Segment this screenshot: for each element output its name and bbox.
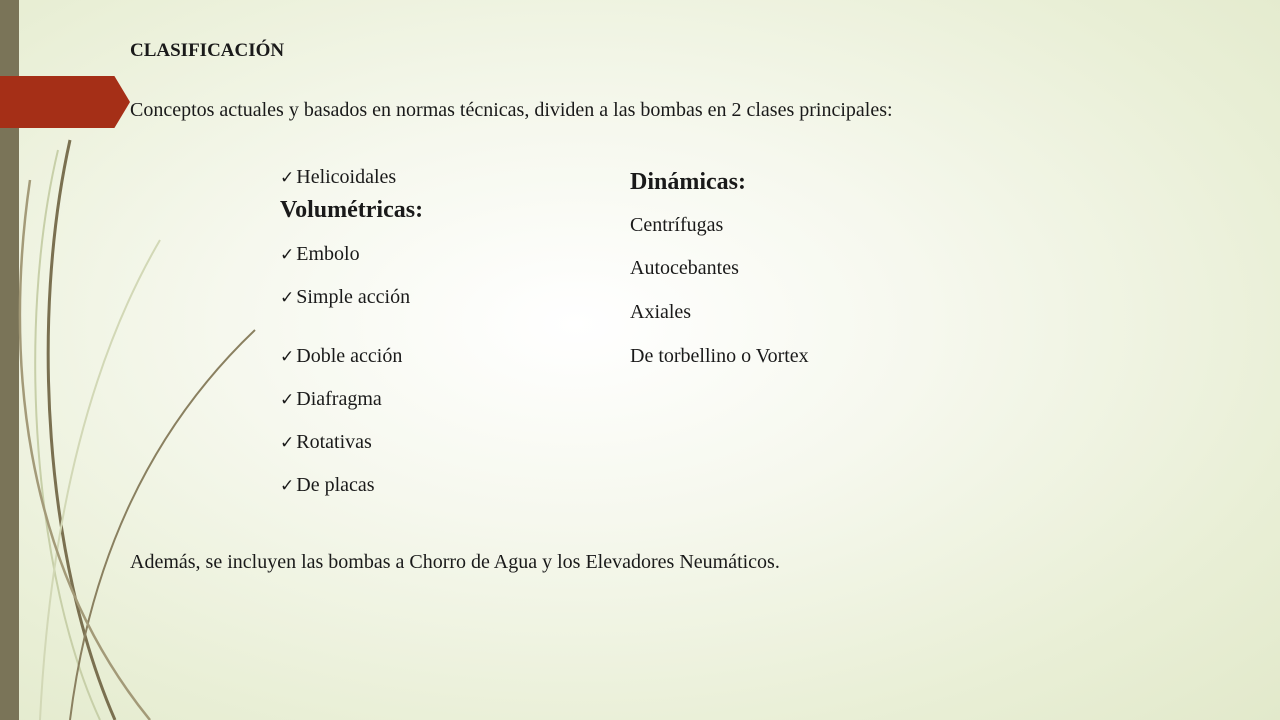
- list-item: De torbellino o Vortex: [630, 345, 809, 367]
- dynamic-title: Dinámicas:: [630, 169, 746, 195]
- checkmark-icon: ✓: [280, 288, 295, 307]
- accent-arrow-tab: [0, 76, 130, 128]
- list-item: Autocebantes: [630, 257, 739, 279]
- slide-heading: CLASIFICACIÓN: [130, 40, 285, 61]
- checkmark-icon: ✓: [280, 347, 295, 366]
- volumetric-title: Volumétricas:: [280, 197, 424, 223]
- footer-text: Además, se incluyen las bombas a Chorro de Agua y los Elevadores Neumáticos.: [130, 551, 780, 573]
- list-item: Centrífugas: [630, 214, 724, 236]
- list-item: ✓ Rotativas: [280, 431, 372, 453]
- list-item: ✓ Helicoidales: [280, 166, 397, 188]
- checkmark-icon: ✓: [280, 390, 295, 409]
- checkmark-icon: ✓: [280, 168, 295, 187]
- checkmark-icon: ✓: [280, 245, 295, 264]
- intro-text: Conceptos actuales y basados en normas técnicas, dividen a las bombas en 2 clases principales:: [130, 99, 893, 121]
- list-item: ✓ Embolo: [280, 243, 360, 265]
- list-item: ✓ Simple acción: [280, 286, 411, 308]
- list-item: ✓ De placas: [280, 474, 375, 496]
- list-item: Axiales: [630, 301, 692, 323]
- list-item: ✓ Doble acción: [280, 345, 403, 367]
- checkmark-icon: ✓: [280, 433, 295, 452]
- checkmark-icon: ✓: [280, 476, 295, 495]
- list-item: ✓ Diafragma: [280, 388, 382, 410]
